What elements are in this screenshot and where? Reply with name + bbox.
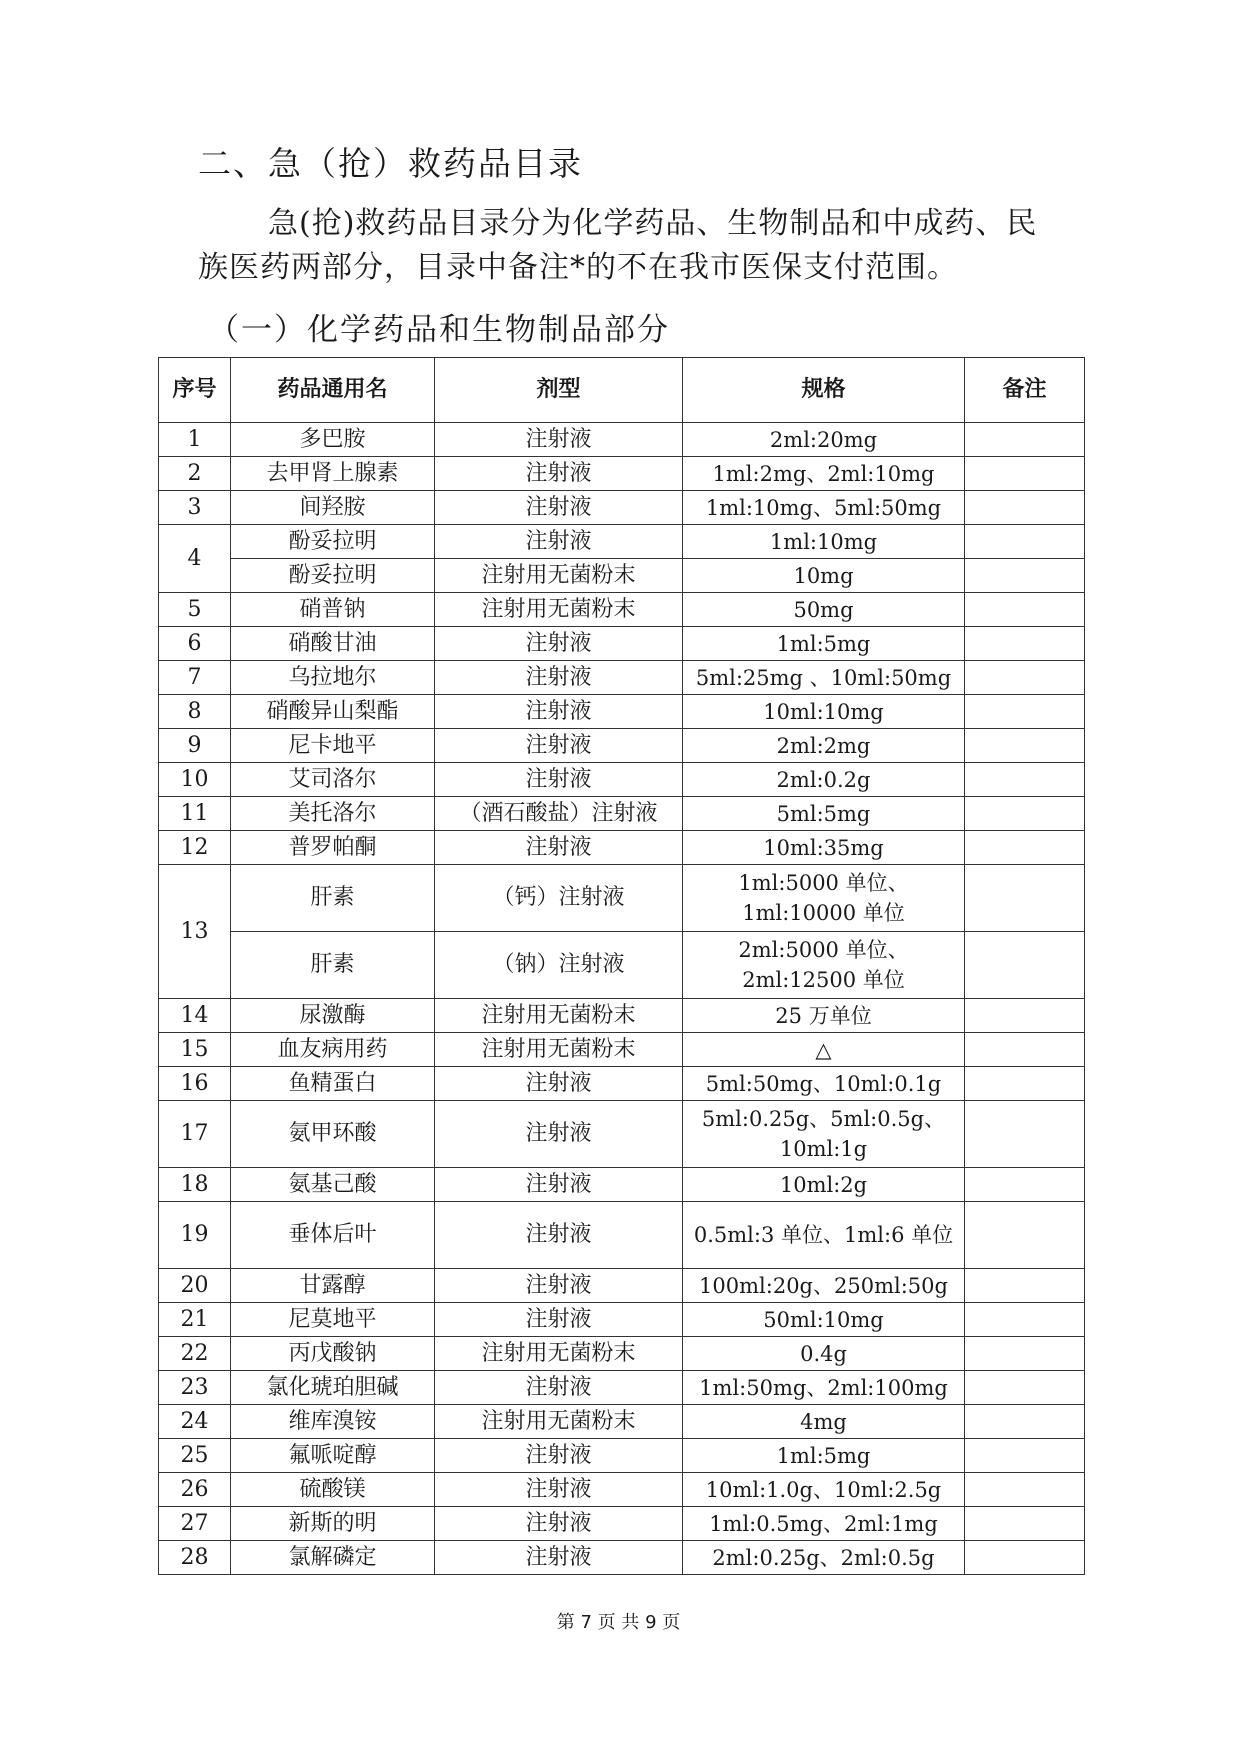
cell-note: [965, 627, 1085, 661]
cell-serial: 28: [159, 1541, 231, 1575]
table-row: [159, 559, 1085, 593]
cell-dosage-form: 注射液: [435, 661, 683, 695]
cell-serial: 5: [159, 593, 231, 627]
table-row: [159, 525, 1085, 559]
cell-note: [965, 932, 1085, 999]
cell-dosage-form: （钠）注射液: [435, 932, 683, 999]
table-row: [159, 457, 1085, 491]
table-row: [159, 865, 1085, 932]
intro-paragraph: 急(抢)救药品目录分为化学药品、生物制品和中成药、民族医药两部分，目录中备注*的不在我市医保支付范围。: [198, 206, 1038, 285]
cell-spec: 1ml:0.5mg、2ml:1mg: [683, 1507, 965, 1541]
cell-drug-name: 垂体后叶: [231, 1202, 435, 1269]
cell-drug-name: 硝酸异山梨酯: [231, 695, 435, 729]
cell-dosage-form: 注射用无菌粉末: [435, 1337, 683, 1371]
cell-drug-name: 多巴胺: [231, 423, 435, 457]
cell-note: [965, 1507, 1085, 1541]
cell-spec: 0.4g: [683, 1337, 965, 1371]
cell-serial: 14: [159, 999, 231, 1033]
cell-serial: 24: [159, 1405, 231, 1439]
cell-spec: 1ml:5mg: [683, 627, 965, 661]
cell-spec: 4mg: [683, 1405, 965, 1439]
cell-serial: 6: [159, 627, 231, 661]
cell-spec: 0.5ml:3 单位、1ml:6 单位: [683, 1202, 965, 1269]
cell-note: [965, 1473, 1085, 1507]
table-row: [159, 729, 1085, 763]
cell-dosage-form: 注射液: [435, 1168, 683, 1202]
cell-note: [965, 593, 1085, 627]
header-note: 备注: [965, 358, 1085, 423]
cell-drug-name: 肝素: [231, 865, 435, 932]
cell-note: [965, 1541, 1085, 1575]
cell-spec: 10ml:1.0g、10ml:2.5g: [683, 1473, 965, 1507]
cell-spec: 50ml:10mg: [683, 1303, 965, 1337]
cell-note: [965, 1202, 1085, 1269]
cell-drug-name: 氨甲环酸: [231, 1101, 435, 1168]
cell-drug-name: 尼卡地平: [231, 729, 435, 763]
cell-dosage-form: 注射用无菌粉末: [435, 1033, 683, 1067]
cell-note: [965, 1269, 1085, 1303]
cell-drug-name: 血友病用药: [231, 1033, 435, 1067]
cell-note: [965, 491, 1085, 525]
cell-serial: 7: [159, 661, 231, 695]
cell-serial: 25: [159, 1439, 231, 1473]
table-row: [159, 831, 1085, 865]
cell-note: [965, 831, 1085, 865]
cell-dosage-form: 注射液: [435, 1303, 683, 1337]
cell-spec: 2ml:0.25g、2ml:0.5g: [683, 1541, 965, 1575]
cell-serial: 12: [159, 831, 231, 865]
cell-dosage-form: 注射液: [435, 525, 683, 559]
cell-serial: 17: [159, 1101, 231, 1168]
table-header-row: [159, 358, 1085, 423]
table-row: [159, 797, 1085, 831]
cell-serial: 1: [159, 423, 231, 457]
table-row: [159, 1168, 1085, 1202]
cell-dosage-form: 注射液: [435, 1371, 683, 1405]
cell-note: [965, 763, 1085, 797]
cell-spec: 5ml:5mg: [683, 797, 965, 831]
cell-spec: 100ml:20g、250ml:50g: [683, 1269, 965, 1303]
cell-dosage-form: 注射液: [435, 627, 683, 661]
header-serial: 序号: [159, 358, 231, 423]
section-heading: 二、急（抢）救药品目录: [198, 144, 583, 183]
cell-serial: 22: [159, 1337, 231, 1371]
cell-drug-name: 氯化琥珀胆碱: [231, 1371, 435, 1405]
cell-spec: 5ml:50mg、10ml:0.1g: [683, 1067, 965, 1101]
cell-note: [965, 1439, 1085, 1473]
cell-note: [965, 525, 1085, 559]
cell-dosage-form: 注射液: [435, 729, 683, 763]
cell-dosage-form: 注射液: [435, 1067, 683, 1101]
cell-note: [965, 1168, 1085, 1202]
cell-note: [965, 797, 1085, 831]
cell-serial: 26: [159, 1473, 231, 1507]
table-row: [159, 1101, 1085, 1168]
cell-note: [965, 661, 1085, 695]
subsection-heading: （一）化学药品和生物制品部分: [208, 312, 670, 348]
cell-drug-name: 尿激酶: [231, 999, 435, 1033]
cell-drug-name: 乌拉地尔: [231, 661, 435, 695]
cell-spec: 1ml:5000 单位、1ml:10000 单位: [683, 865, 965, 932]
cell-serial: 21: [159, 1303, 231, 1337]
cell-spec: 25 万单位: [683, 999, 965, 1033]
cell-dosage-form: 注射液: [435, 1507, 683, 1541]
table-row: [159, 1202, 1085, 1269]
cell-note: [965, 1101, 1085, 1168]
cell-serial: 19: [159, 1202, 231, 1269]
cell-drug-name: 甘露醇: [231, 1269, 435, 1303]
cell-drug-name: 酚妥拉明: [231, 559, 435, 593]
cell-drug-name: 硝酸甘油: [231, 627, 435, 661]
cell-note: [965, 559, 1085, 593]
table-row: [159, 593, 1085, 627]
table-row: [159, 695, 1085, 729]
cell-spec: 10ml:10mg: [683, 695, 965, 729]
cell-spec: 10ml:35mg: [683, 831, 965, 865]
cell-dosage-form: 注射液: [435, 1202, 683, 1269]
cell-serial: 10: [159, 763, 231, 797]
cell-dosage-form: 注射液: [435, 831, 683, 865]
cell-drug-name: 丙戊酸钠: [231, 1337, 435, 1371]
cell-serial: 11: [159, 797, 231, 831]
cell-spec: 2ml:5000 单位、2ml:12500 单位: [683, 932, 965, 999]
cell-spec: 10ml:2g: [683, 1168, 965, 1202]
table-row: [159, 999, 1085, 1033]
cell-serial: 20: [159, 1269, 231, 1303]
cell-spec: 2ml:2mg: [683, 729, 965, 763]
cell-dosage-form: 注射液: [435, 1269, 683, 1303]
table-row: [159, 1439, 1085, 1473]
cell-spec: 5ml:25mg 、10ml:50mg: [683, 661, 965, 695]
cell-drug-name: 鱼精蛋白: [231, 1067, 435, 1101]
cell-drug-name: 新斯的明: [231, 1507, 435, 1541]
table-row: [159, 1541, 1085, 1575]
table-row: [159, 1067, 1085, 1101]
cell-serial: 15: [159, 1033, 231, 1067]
header-spec: 规格: [683, 358, 965, 423]
table-row: [159, 1507, 1085, 1541]
cell-drug-name: 氨基己酸: [231, 1168, 435, 1202]
cell-spec: 2ml:0.2g: [683, 763, 965, 797]
cell-dosage-form: 注射用无菌粉末: [435, 593, 683, 627]
cell-spec: 50mg: [683, 593, 965, 627]
cell-dosage-form: 注射用无菌粉末: [435, 559, 683, 593]
cell-dosage-form: 注射液: [435, 1439, 683, 1473]
table-row: [159, 491, 1085, 525]
cell-spec: 10mg: [683, 559, 965, 593]
cell-note: [965, 1337, 1085, 1371]
cell-note: [965, 729, 1085, 763]
cell-spec: 1ml:10mg、5ml:50mg: [683, 491, 965, 525]
cell-drug-name: 美托洛尔: [231, 797, 435, 831]
table-row: [159, 1033, 1085, 1067]
cell-serial: 23: [159, 1371, 231, 1405]
table-row: [159, 1303, 1085, 1337]
cell-spec: 5ml:0.25g、5ml:0.5g、10ml:1g: [683, 1101, 965, 1168]
cell-dosage-form: 注射用无菌粉末: [435, 1405, 683, 1439]
cell-note: [965, 1405, 1085, 1439]
cell-drug-name: 硫酸镁: [231, 1473, 435, 1507]
cell-drug-name: 肝素: [231, 932, 435, 999]
table-row: [159, 423, 1085, 457]
table-row: [159, 1371, 1085, 1405]
cell-drug-name: 艾司洛尔: [231, 763, 435, 797]
cell-serial: 18: [159, 1168, 231, 1202]
cell-note: [965, 865, 1085, 932]
cell-spec: 1ml:10mg: [683, 525, 965, 559]
cell-dosage-form: （酒石酸盐）注射液: [435, 797, 683, 831]
cell-spec: 2ml:20mg: [683, 423, 965, 457]
cell-dosage-form: 注射液: [435, 1101, 683, 1168]
cell-note: [965, 999, 1085, 1033]
cell-drug-name: 氟哌啶醇: [231, 1439, 435, 1473]
cell-note: [965, 1067, 1085, 1101]
cell-dosage-form: 注射液: [435, 457, 683, 491]
cell-serial: 8: [159, 695, 231, 729]
cell-note: [965, 695, 1085, 729]
cell-dosage-form: 注射液: [435, 763, 683, 797]
page-footer: 第 7 页 共 9 页: [556, 1612, 681, 1633]
cell-serial: 2: [159, 457, 231, 491]
cell-dosage-form: 注射液: [435, 423, 683, 457]
cell-serial: 16: [159, 1067, 231, 1101]
table-row: [159, 627, 1085, 661]
table-row: [159, 1337, 1085, 1371]
table-row: [159, 1473, 1085, 1507]
cell-spec: △: [683, 1033, 965, 1067]
cell-dosage-form: 注射液: [435, 1473, 683, 1507]
table-row: [159, 932, 1085, 999]
table-row: [159, 763, 1085, 797]
cell-serial: 4: [159, 525, 231, 593]
cell-drug-name: 尼莫地平: [231, 1303, 435, 1337]
table-row: [159, 1405, 1085, 1439]
cell-drug-name: 间羟胺: [231, 491, 435, 525]
cell-spec: 1ml:2mg、2ml:10mg: [683, 457, 965, 491]
cell-dosage-form: 注射液: [435, 1541, 683, 1575]
table-row: [159, 661, 1085, 695]
cell-note: [965, 423, 1085, 457]
cell-note: [965, 1371, 1085, 1405]
cell-dosage-form: 注射用无菌粉末: [435, 999, 683, 1033]
cell-drug-name: 去甲肾上腺素: [231, 457, 435, 491]
cell-note: [965, 1303, 1085, 1337]
cell-dosage-form: 注射液: [435, 491, 683, 525]
cell-drug-name: 酚妥拉明: [231, 525, 435, 559]
cell-serial: 27: [159, 1507, 231, 1541]
cell-drug-name: 普罗帕酮: [231, 831, 435, 865]
table-row: [159, 1269, 1085, 1303]
cell-dosage-form: 注射液: [435, 695, 683, 729]
header-drug-name: 药品通用名: [231, 358, 435, 423]
cell-drug-name: 维库溴铵: [231, 1405, 435, 1439]
cell-serial: 13: [159, 865, 231, 999]
cell-note: [965, 1033, 1085, 1067]
cell-dosage-form: （钙）注射液: [435, 865, 683, 932]
cell-spec: 1ml:50mg、2ml:100mg: [683, 1371, 965, 1405]
cell-drug-name: 硝普钠: [231, 593, 435, 627]
cell-serial: 9: [159, 729, 231, 763]
drug-table: [158, 357, 1085, 1575]
header-dosage-form: 剂型: [435, 358, 683, 423]
cell-serial: 3: [159, 491, 231, 525]
cell-spec: 1ml:5mg: [683, 1439, 965, 1473]
cell-drug-name: 氯解磷定: [231, 1541, 435, 1575]
cell-note: [965, 457, 1085, 491]
